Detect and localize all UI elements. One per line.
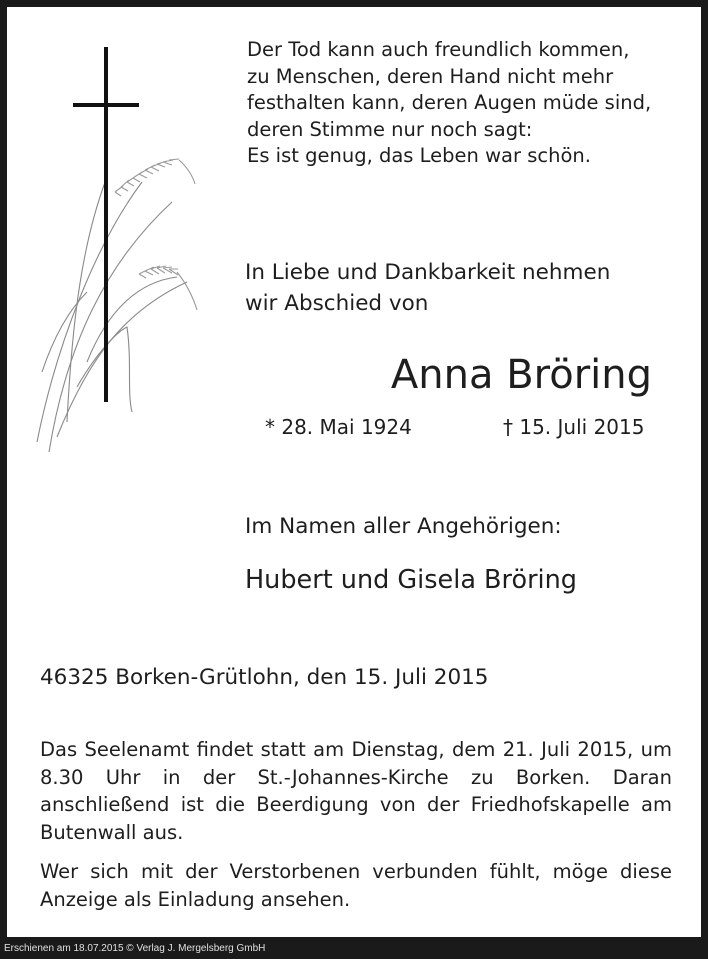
obituary-card [7, 7, 701, 937]
service-paragraph: Das Seelenamt findet statt am Dienstag, dem 21. Juli 2015, um 8.30 Uhr in der St.-Johannes-Kirche zu Borken. Daran anschließend ist die Beerdigung von der Friedhofskapelle am Butenwall aus. [40, 738, 672, 844]
poem-line: deren Stimme nur noch sagt: [247, 117, 533, 141]
wheat-icon [37, 159, 197, 452]
farewell-intro [245, 257, 685, 319]
relatives-label: Im Namen aller Angehörigen: [245, 514, 562, 539]
intro-line: wir Abschied von [245, 291, 429, 316]
intro-line: In Liebe und Dankbarkeit nehmen [245, 260, 611, 285]
poem-line: festhalten kann, deren Augen müde sind, [247, 91, 652, 114]
poem [247, 37, 687, 170]
poem-line: zu Menschen, deren Hand nicht mehr [247, 64, 614, 88]
invitation-paragraph: Wer sich mit der Verstorbenen verbunden fühlt, möge diese Anzeige als Einladung ansehen. [40, 860, 672, 911]
place-date: 46325 Borken-Grütlohn, den 15. Juli 2015 [40, 665, 489, 690]
death-date: † 15. Juli 2015 [503, 415, 645, 439]
deceased-name: Anna Bröring [390, 352, 652, 398]
relatives-names: Hubert und Gisela Bröring [245, 565, 577, 595]
birth-date: * 28. Mai 1924 [265, 415, 412, 439]
poem-line: Es ist genug, das Leben war schön. [247, 144, 591, 167]
poem-line: Der Tod kann auch freundlich kommen, [247, 38, 630, 61]
cross-wheat-illustration [27, 42, 217, 472]
publication-footer: Erschienen am 18.07.2015 © Verlag J. Mergelsberg GmbH [4, 943, 266, 954]
service-info [40, 736, 672, 925]
